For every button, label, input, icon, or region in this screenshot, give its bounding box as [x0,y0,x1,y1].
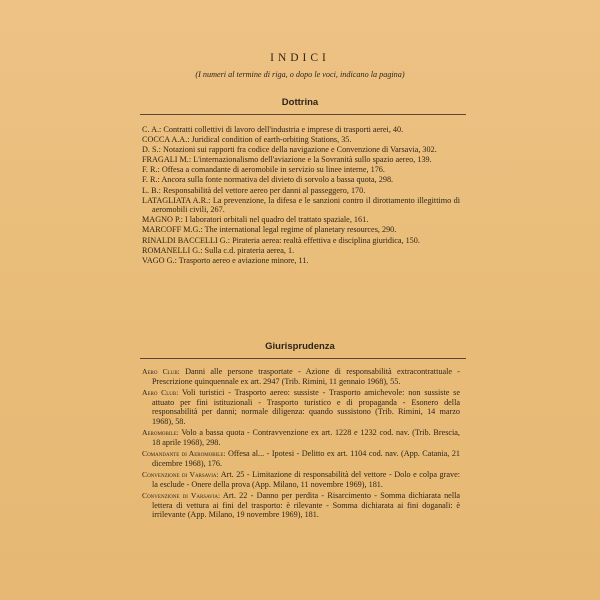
entry-label: Convenzione di Varsavia: [142,470,219,480]
divider [140,358,466,359]
index-entry [142,196,460,215]
page-title: INDICI [270,52,330,64]
index-entry [142,155,460,165]
index-entry [142,215,460,225]
dottrina-list [142,125,460,266]
index-entry [142,125,460,135]
entry-author: RINALDI BACCELLI G.: [142,235,231,245]
index-entry [142,491,460,520]
index-entry [142,186,460,196]
entry-author: FRAGALI M.: [142,155,192,165]
entry-text: La prevenzione, la difesa e le sanzioni contro il dirottamento illegittimo di aeromobili civili, 267. [152,195,460,215]
entry-label: Aeromobile: [142,428,179,438]
entry-text: Offesa al... - Ipotesi - Delitto ex art. 1104 cod. nav. (App. Catania, 21 dicembre 1968), 176. [152,449,461,468]
entry-author: MAGNO P.: [142,215,183,225]
entry-text: Sulla c.d. pirateria aerea, 1. [204,245,295,255]
index-entry [142,428,460,447]
entry-text: Pirateria aerea: realtà effettiva e disciplina giuridica, 150. [232,235,420,245]
entry-text: Juridical condition of earth-orbiting Stations, 35. [191,135,352,145]
index-entry [142,449,460,468]
index-entry [142,388,460,427]
entry-author: D. S.: [142,145,161,155]
entry-text: Danni alle persone trasportate - Azione di responsabilità extracontrattuale - Prescrizione quinquennale ex art. 2947 (Trib. Rimini, 11 gennaio 1968), 55. [152,367,460,386]
entry-text: Volo a bassa quota - Contravvenzione ex art. 1228 e 1232 cod. nav. (Trib. Brescia, 18 aprile 1968), 298. [152,428,460,447]
index-entry [142,246,460,256]
divider [140,114,466,115]
entry-author: F. R.: [142,175,160,185]
entry-text: Trasporto aereo e aviazione minore, 11. [178,255,309,265]
entry-label: Aero Club: [142,367,180,376]
entry-text: The international legal regime of planetary resources, 290. [204,225,397,235]
index-entry [142,225,460,235]
entry-text: Ancora sulla fonte normativa del divieto di sorvolo a bassa quota, 298. [161,175,394,185]
entry-text: I laboratori orbitali nel quadro del trattato spaziale, 161. [185,215,369,225]
index-entry [142,470,460,489]
entry-text: Voli turistici - Trasporto aereo: sussiste - Trasporto amichevole: non sussiste se attuato per fini istituzionali - Trasporto turistico e di propaganda - Esonero della responsabilità per danni; normale diligenza: quando sussistono (Trib. Rimini, 14 marzo 1968), 58. [152,387,460,427]
index-entry [142,165,460,175]
page-subtitle: (I numeri al termine di riga, o dopo le voci, indicano la pagina) [195,70,405,79]
entry-author: LATAGLIATA A.R.: [142,195,211,205]
entry-text: Notazioni sui rapporti fra codice della navigazione e Convenzione di Varsavia, 302. [162,145,437,155]
entry-text: Responsabilità del vettore aereo per danni al passeggero, 170. [162,185,366,195]
entry-text: Contratti collettivi di lavoro dell'industria e imprese di trasporti aerei, 40. [163,125,404,134]
entry-label: Aero Club: [142,387,179,397]
index-entry [142,256,460,266]
index-entry [142,367,460,386]
entry-text: Offesa a comandante di aeromobile in servizio su linee interne, 176. [161,165,385,175]
section-heading-dottrina: Dottrina [281,97,319,108]
entry-author: C. A.: [142,125,162,134]
entry-author: COCCA A.A.: [142,135,190,145]
entry-label: Comandante di Aeromobile: [142,449,226,459]
index-entry [142,236,460,246]
entry-author: L. B.: [142,185,161,195]
entry-text: Art. 22 - Danno per perdita - Risarcimento - Somma dichiarata nella lettera di vettura ai fini del trasporto: è rilevante - Somma dichiarata ai fini doganali: è irrilevante (App. Milano, 19 novembre 1969), 181. [152,490,460,520]
entry-label: Convenzione di Varsavia: [142,490,221,500]
index-entry [142,135,460,145]
section-heading-giurisprudenza: Giurisprudenza [265,341,335,352]
entry-author: MARCOFF M.G.: [142,225,203,235]
entry-text: Art. 25 - Limitazione di responsabilità del vettore - Dolo e colpa grave: la esclude - Onere della prova (App. Milano, 11 novembre 1969), 181. [152,470,460,489]
index-entry [142,145,460,155]
entry-author: F. R.: [142,165,160,175]
index-entry [142,175,460,185]
entry-author: ROMANELLI G.: [142,245,203,255]
entry-text: L'internazionalismo dell'aviazione e la Sovranità sullo spazio aereo, 139. [193,155,432,165]
giurisprudenza-list [142,367,460,522]
entry-author: VAGO G.: [142,255,177,265]
